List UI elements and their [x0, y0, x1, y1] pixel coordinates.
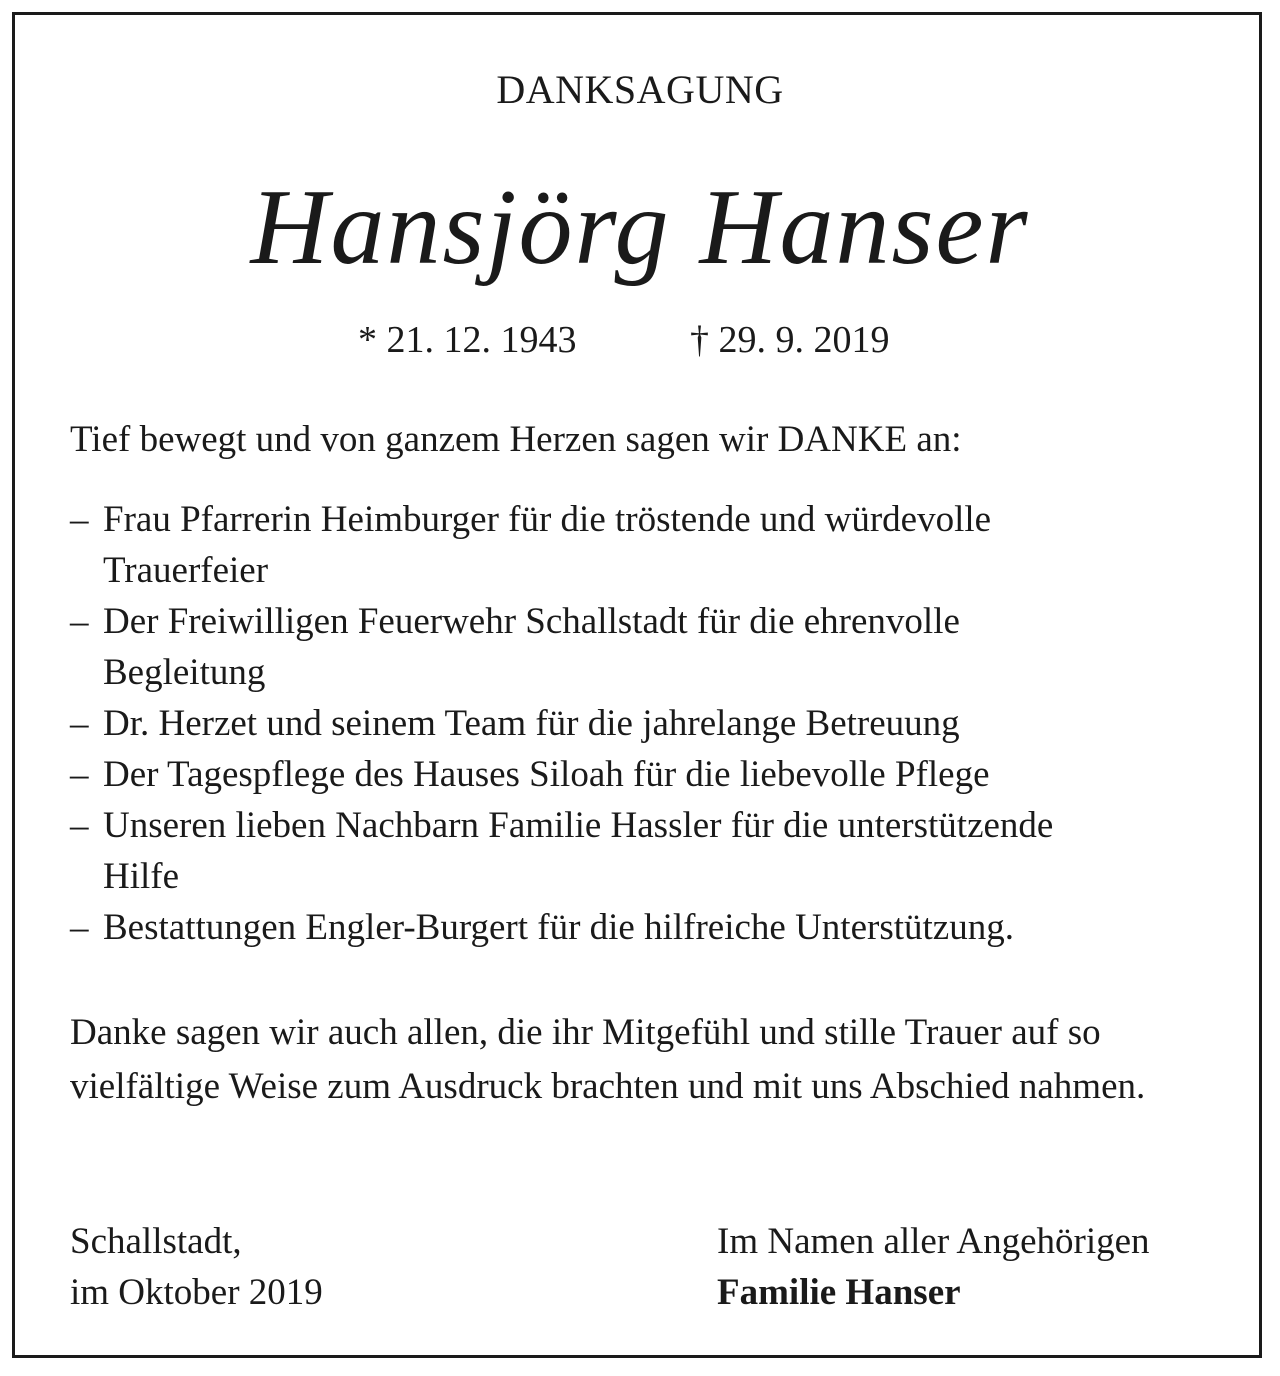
dash-marker: –	[70, 805, 89, 846]
thanks-item-line: Frau Pfarrerin Heimburger für die tröstende und würdevolle	[103, 499, 992, 540]
intro-text: Tief bewegt und von ganzem Herzen sagen wir DANKE an:	[70, 419, 962, 460]
dash-marker: –	[70, 601, 89, 642]
dash-marker: –	[70, 907, 89, 948]
signature-line: Im Namen aller Angehörigen	[717, 1221, 1150, 1262]
closing-text: Danke sagen wir auch allen, die ihr Mitgefühl und stille Trauer auf so vielfältige Weise zum Ausdruck brachten und mit uns Abschied nahmen.	[70, 1012, 1146, 1107]
place-date	[70, 1216, 323, 1318]
thanks-item	[70, 596, 1220, 698]
thanks-item	[70, 749, 1220, 800]
dash-marker: –	[70, 754, 89, 795]
thanks-item-line: Begleitung	[103, 652, 266, 693]
thanks-item	[70, 494, 1220, 596]
thanks-item-line: Der Freiwilligen Feuerwehr Schallstadt für die ehrenvolle	[103, 601, 960, 642]
death-date: † 29. 9. 2019	[690, 319, 890, 361]
thanks-item	[70, 902, 1220, 953]
thanks-item	[70, 698, 1220, 749]
thanks-list	[70, 494, 1220, 953]
thanks-item-line: Unseren lieben Nachbarn Familie Hassler für die unterstützende	[103, 805, 1054, 846]
dash-marker: –	[70, 499, 89, 540]
thanks-item-line: Dr. Herzet und seinem Team für die jahrelange Betreuung	[103, 703, 960, 744]
thanks-item	[70, 800, 1220, 902]
thanks-item-line: Der Tagespflege des Hauses Siloah für die liebevolle Pflege	[103, 754, 990, 795]
dash-marker: –	[70, 703, 89, 744]
birth-date: * 21. 12. 1943	[358, 319, 577, 361]
family-name: Familie Hanser	[717, 1272, 961, 1313]
thanks-item-line: Trauerfeier	[103, 550, 269, 591]
place-line: Schallstadt,	[70, 1221, 242, 1262]
date-line: im Oktober 2019	[70, 1272, 323, 1313]
thanks-item-line: Bestattungen Engler-Burgert für die hilfreiche Unterstützung.	[103, 907, 1014, 948]
deceased-name: Hansjörg Hanser	[250, 168, 1030, 287]
signature	[717, 1216, 1150, 1318]
thanks-item-line: Hilfe	[103, 856, 180, 897]
notice-heading: DANKSAGUNG	[496, 67, 784, 112]
